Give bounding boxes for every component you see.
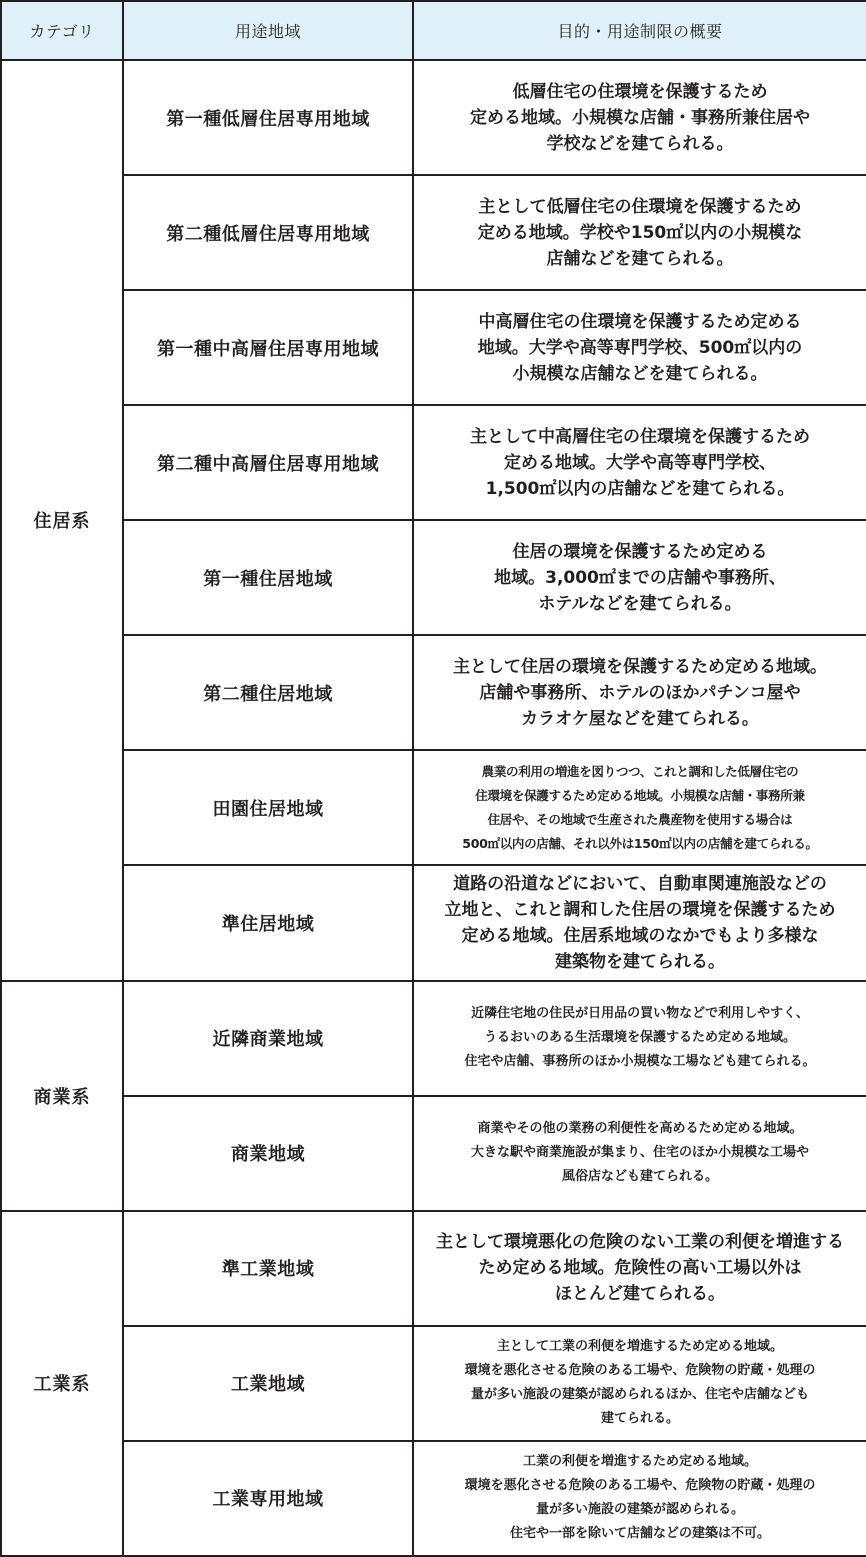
table-row [1,1096,866,1211]
zone-description: 低層住宅の住環境を保護するため 定める地域。小規模な店舗・事務所兼住居や 学校などを建てられる。 [470,81,810,154]
table-row [1,290,866,405]
zone-description: 中高層住宅の住環境を保護するため定める 地域。大学や高等専門学校、500㎡以内の 小規模な店舗などを建てられる。 [477,311,803,384]
zone-name: 近隣商業地域 [123,981,413,1096]
table-row [1,60,866,175]
zone-description-cell [413,1211,866,1326]
table-row [1,981,866,1096]
zone-description-cell [413,520,866,635]
zone-description-cell [413,635,866,750]
table-row [1,635,866,750]
zone-name: 準住居地域 [123,865,413,980]
header-purpose: 目的・用途制限の概要 [413,1,866,60]
table-row [1,520,866,635]
header-zone: 用途地域 [123,1,413,60]
zone-name: 商業地域 [123,1096,413,1211]
zone-description: 商業やその他の業務の利便性を高めるため定める地域。 大きな駅や商業施設が集まり、住宅のほか小規模な工場や 風俗店なども建てられる。 [470,1121,809,1185]
zone-description-cell [413,1326,866,1441]
zone-description: 工業の利便を増進するため定める地域。 環境を悪化させる危険のある工場や、危険物の貯蔵・処理の 量が多い施設の建築が認められる。 住宅や一部を除いて店舗などの建築は不可。 [464,1454,816,1542]
zone-name: 工業専用地域 [123,1441,413,1556]
zone-name: 準工業地域 [123,1211,413,1326]
zone-description: 住居の環境を保護するため定める 地域。3,000㎡までの店舗や事務所、 ホテルなどを建てられる。 [494,541,786,614]
zone-name: 第一種中高層住居専用地域 [123,290,413,405]
zone-description-cell [413,1441,866,1556]
zone-description: 主として環境悪化の危険のない工業の利便を増進する ため定める地域。危険性の高い工場以外は ほとんど建てられる。 [436,1232,844,1305]
header-row [1,1,866,60]
category-residential: 住居系 [1,60,123,981]
category-commercial: 商業系 [1,981,123,1211]
table-row [1,1326,866,1441]
zone-name: 工業地域 [123,1326,413,1441]
zone-description-cell [413,60,866,175]
zone-name: 第二種住居地域 [123,635,413,750]
zone-description: 主として住居の環境を保護するため定める地域。 店舗や事務所、ホテルのほかパチンコ屋や カラオケ屋などを建てられる。 [453,656,827,729]
zone-description-cell [413,750,866,865]
table-row [1,405,866,520]
category-industrial: 工業系 [1,1211,123,1556]
zone-description-cell [413,290,866,405]
zone-description-cell [413,405,866,520]
zone-description-cell [413,175,866,290]
table-row [1,175,866,290]
table-row [1,1211,866,1326]
zone-name: 第一種住居地域 [123,520,413,635]
zone-description: 主として低層住宅の住環境を保護するため 定める地域。学校や150㎡以内の小規模な 店舗などを建てられる。 [477,196,803,269]
table-row [1,865,866,980]
zone-name: 第一種低層住居専用地域 [123,60,413,175]
table-row [1,1441,866,1556]
zone-description-cell [413,981,866,1096]
zone-description: 主として中高層住宅の住環境を保護するため 定める地域。大学や高等専門学校、 1,500㎡以内の店舗などを建てられる。 [470,426,810,499]
zone-description: 農業の利用の増進を図りつつ、これと調和した低層住宅の 住環境を保護するため定める地域。小規模な店舗・事務所兼 住居や、その地域で生産された農産物を使用する場合は 500㎡以内の店舗、それ以外は150㎡以内の店舗を建てられる。 [462,763,818,851]
zone-name: 第二種低層住居専用地域 [123,175,413,290]
table-row [1,750,866,865]
zone-name: 第二種中高層住居専用地域 [123,405,413,520]
zone-description: 主として工業の利便を増進するため定める地域。 環境を悪化させる危険のある工場や、危険物の貯蔵・処理の 量が多い施設の建築が認められるほか、住宅や店舗なども 建てられる。 [464,1339,816,1427]
zone-description-cell [413,1096,866,1211]
zone-description: 道路の沿道などにおいて、自動車関連施設などの 立地と、これと調和した住居の環境を保護するため 定める地域。住居系地域のなかでもより多様な 建築物を建てられる。 [444,873,836,972]
zone-description: 近隣住宅地の住民が日用品の買い物などで利用しやすく、 うるおいのある生活環境を保護するため定める地域。 住宅や店舗、事務所のほか小規模な工場なども建てられる。 [464,1006,816,1070]
zone-description-cell [413,865,866,980]
zone-name: 田園住居地域 [123,750,413,865]
header-category: カテゴリ [1,1,123,60]
